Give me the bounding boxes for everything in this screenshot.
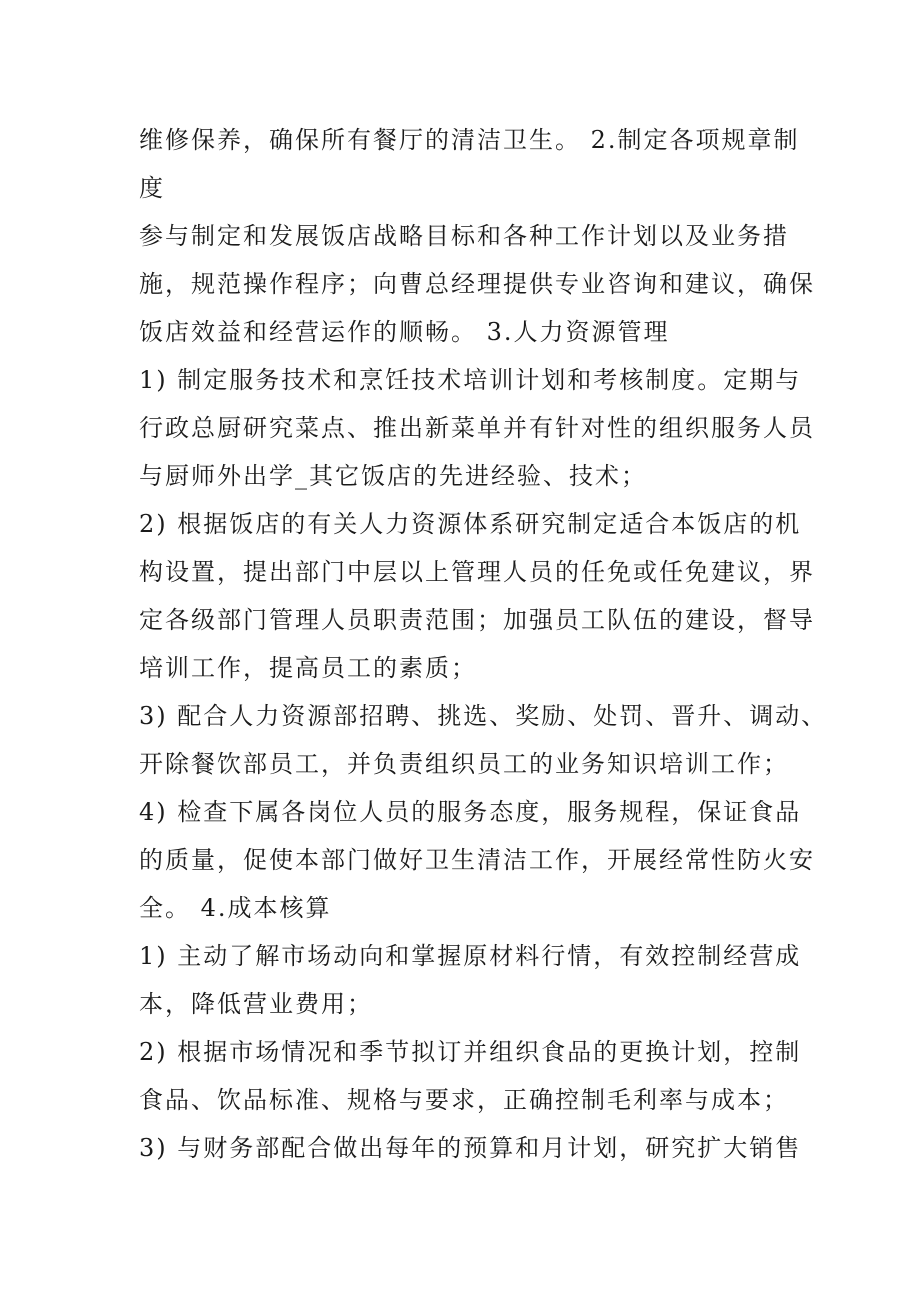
section-heading-line: 饭店效益和经营运作的顺畅。 3.人力资源管理 bbox=[139, 318, 670, 346]
text-line: 1) 制定服务技术和烹饪技术培训计划和考核制度。定期与 bbox=[139, 366, 802, 394]
text-line: 开除餐饮部员工，并负责组织员工的业务知识培训工作； bbox=[139, 750, 789, 778]
text-line: 构设置，提出部门中层以上管理人员的任免或任免建议，界 bbox=[139, 558, 815, 586]
text-line: 维修保养，确保所有餐厅的清洁卫生。 2.制定各项规章制 bbox=[139, 126, 800, 154]
text-line: 度 bbox=[139, 174, 165, 202]
text-line: 3) 与财务部配合做出每年的预算和月计划，研究扩大销售 bbox=[139, 1134, 802, 1162]
text-line: 本，降低营业费用； bbox=[139, 990, 373, 1018]
text-line: 1) 主动了解市场动向和掌握原材料行情，有效控制经营成 bbox=[139, 942, 802, 970]
section-heading-line: 全。 4.成本核算 bbox=[139, 894, 332, 922]
text-line: 2) 根据市场情况和季节拟订并组织食品的更换计划，控制 bbox=[139, 1038, 802, 1066]
text-line: 培训工作，提高员工的素质； bbox=[139, 654, 477, 682]
text-line: 行政总厨研究菜点、推出新菜单并有针对性的组织服务人员 bbox=[139, 414, 815, 442]
text-line: 与厨师外出学_其它饭店的先进经验、技术； bbox=[139, 462, 647, 490]
text-line: 3) 配合人力资源部招聘、挑选、奖励、处罚、晋升、调动、 bbox=[139, 702, 828, 730]
text-line: 定各级部门管理人员职责范围；加强员工队伍的建设，督导 bbox=[139, 606, 815, 634]
text-line: 的质量，促使本部门做好卫生清洁工作，开展经常性防火安 bbox=[139, 846, 815, 874]
text-line: 施，规范操作程序；向曹总经理提供专业咨询和建议，确保 bbox=[139, 270, 815, 298]
text-line: 食品、饮品标准、规格与要求，正确控制毛利率与成本； bbox=[139, 1086, 789, 1114]
document-body bbox=[139, 116, 828, 1172]
text-line: 2) 根据饭店的有关人力资源体系研究制定适合本饭店的机 bbox=[139, 510, 802, 538]
text-line: 参与制定和发展饭店战略目标和各种工作计划以及业务措 bbox=[139, 222, 789, 250]
text-line: 4) 检查下属各岗位人员的服务态度，服务规程，保证食品 bbox=[139, 798, 802, 826]
